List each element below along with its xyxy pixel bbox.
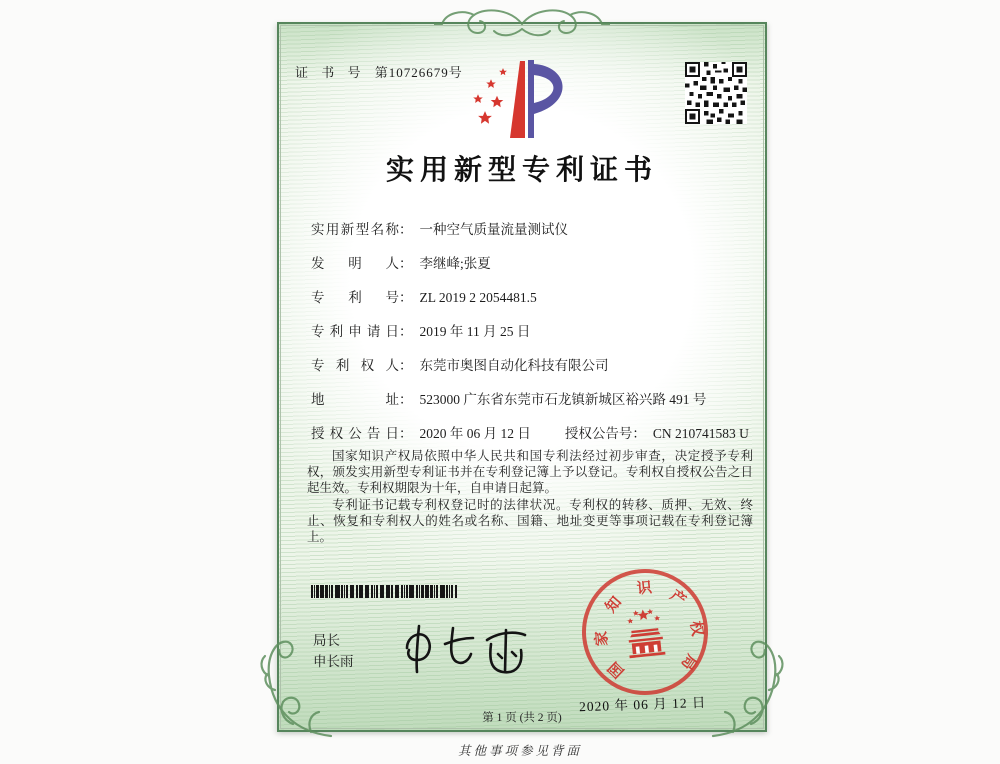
field-colon: ： [632, 426, 646, 441]
field-value: 李继峰;张夏 [419, 256, 491, 271]
seal-char: 国 [605, 658, 628, 681]
field-value: 一种空气质量流量测试仪 [419, 222, 568, 237]
cnipa-logo-icon [467, 56, 585, 144]
field-row-grant [311, 422, 749, 442]
field-value: 2020 年 06 月 12 日 [419, 426, 531, 441]
field-value: CN 210741583 U [652, 426, 749, 441]
national-emblem-icon [615, 603, 675, 666]
field-label: 专利号 [311, 290, 399, 305]
page-number: 第 1 页 (共 2 页) [482, 712, 562, 724]
seal-char: 产 [666, 587, 689, 610]
field-row-filing-date [311, 320, 749, 340]
field-label: 专利申请日 [311, 324, 399, 339]
field-colon: ： [399, 392, 413, 407]
back-side-note: 其他事项参见背面 [457, 744, 582, 758]
field-label: 授权公告日 [311, 426, 399, 441]
director-signature [395, 618, 535, 680]
seal-char: 家 [594, 630, 611, 647]
official-seal [576, 563, 714, 701]
legal-paragraph-1: 国家知识产权局依照中华人民共和国专利法经过初步审查，决定授予专利权，颁发实用新型专利证书并在专利登记簿上予以登记。专利权自授权公告之日起生效。专利权期限为十年，自申请日起算。 [307, 449, 753, 496]
field-row-patentee [311, 354, 749, 374]
field-colon: ： [399, 290, 413, 305]
director-name: 申长雨 [313, 654, 354, 669]
patent-fields [311, 218, 749, 456]
seal-char: 权 [686, 619, 706, 638]
field-value: 东莞市奥图自动化科技有限公司 [419, 358, 609, 373]
field-label: 专利权人 [311, 358, 399, 373]
field-row-address [311, 388, 749, 408]
field-colon: ： [399, 358, 413, 373]
field-label: 授权公告号 [564, 426, 633, 441]
field-colon: ： [399, 222, 413, 237]
director-block [313, 630, 354, 672]
field-label: 地址 [311, 392, 399, 407]
field-colon: ： [399, 426, 413, 441]
field-row-patent-number [311, 286, 749, 306]
seal-char: 局 [677, 650, 700, 673]
patent-certificate-page [277, 22, 767, 732]
barcode [311, 585, 457, 598]
seal-date: 2020 年 06 月 12 日 [578, 694, 707, 715]
field-label: 实用新型名称 [311, 222, 399, 237]
field-label: 发明人 [311, 256, 399, 271]
field-row-inventor [311, 252, 749, 272]
field-row-name [311, 218, 749, 238]
field-colon: ： [399, 324, 413, 339]
certificate-number-label: 证 书 号 [295, 65, 366, 80]
certificate-title: 实用新型专利证书 [385, 155, 658, 186]
field-value: 523000 广东省东莞市石龙镇新城区裕兴路 491 号 [419, 392, 707, 407]
legal-text [307, 448, 753, 545]
seal-char: 知 [603, 594, 625, 617]
field-value: ZL 2019 2 2054481.5 [419, 290, 537, 305]
top-scroll-ornament-icon [434, 5, 610, 43]
certificate-number-value: 第10726679号 [374, 65, 463, 80]
director-title: 局长 [313, 633, 340, 648]
field-value: 2019 年 11 月 25 日 [419, 324, 531, 339]
certificate-number [295, 62, 463, 81]
legal-paragraph-2: 专利证书记载专利权登记时的法律状况。专利权的转移、质押、无效、终止、恢复和专利权人的姓名或名称、国籍、地址变更等事项记载在专利登记簿上。 [307, 497, 753, 545]
seal-char: 识 [636, 580, 653, 598]
qr-code [685, 62, 747, 124]
field-colon: ： [399, 256, 413, 271]
